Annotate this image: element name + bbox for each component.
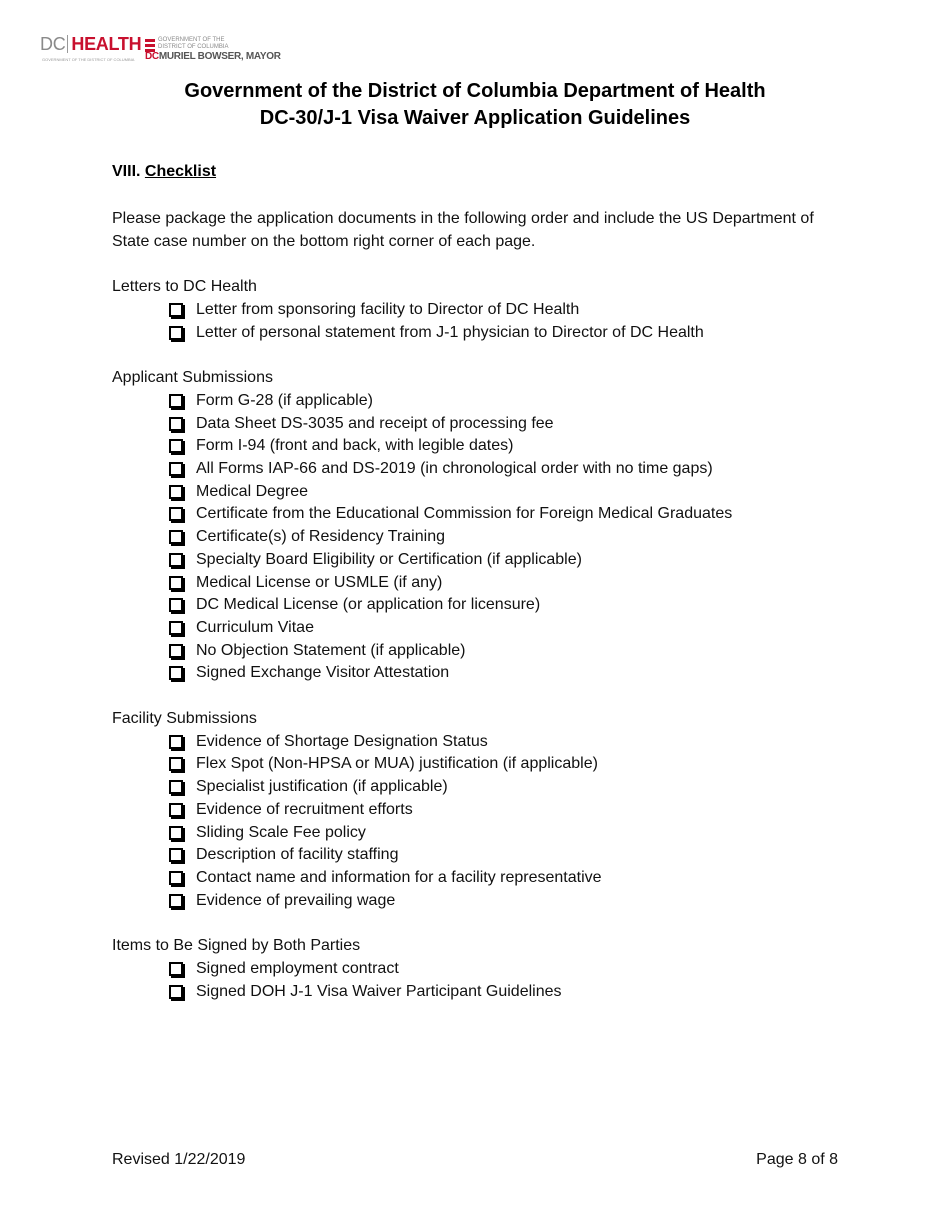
checkbox-icon[interactable] [169, 303, 183, 317]
checkbox-icon[interactable] [169, 462, 183, 476]
logo-dc-text: DC [40, 34, 66, 54]
intro-paragraph: Please package the application documents in the following order and include the US Department of State case number on the bottom right corner of each page. [112, 210, 814, 250]
title-line-1: Government of the District of Columbia Department of Health [184, 80, 766, 102]
group-label-signed: Items to Be Signed by Both Parties [112, 937, 361, 954]
dc-government-logo [145, 37, 281, 67]
checkbox-icon[interactable] [169, 439, 183, 453]
dc-health-logo [40, 34, 141, 55]
footer-page-number: Page 8 of 8 [756, 1151, 838, 1168]
checkbox-icon[interactable] [169, 644, 183, 658]
checkbox-icon[interactable] [169, 553, 183, 567]
checkbox-icon[interactable] [169, 394, 183, 408]
section-heading: VIII. Checklist [112, 163, 217, 180]
checkbox-icon[interactable] [169, 485, 183, 499]
checkbox-icon[interactable] [169, 735, 183, 749]
title-line-2: DC-30/J-1 Visa Waiver Application Guidelines [259, 107, 691, 129]
checkbox-icon[interactable] [169, 530, 183, 544]
mayor-dc-mark: DC [145, 51, 159, 62]
checkbox-icon[interactable] [169, 417, 183, 431]
checkbox-icon[interactable] [169, 598, 183, 612]
checkbox-icon[interactable] [169, 666, 183, 680]
mayor-name [145, 51, 281, 62]
checkbox-icon[interactable] [169, 621, 183, 635]
checkbox-icon[interactable] [169, 507, 183, 521]
checkbox-icon[interactable] [169, 848, 183, 862]
footer-revised-date: Revised 1/22/2019 [112, 1151, 246, 1168]
gov-line-1: GOVERNMENT OF THE [158, 37, 225, 43]
checkbox-icon[interactable] [169, 576, 183, 590]
checkbox-icon[interactable] [169, 985, 183, 999]
checkbox-icon[interactable] [169, 326, 183, 340]
checkbox-icon[interactable] [169, 757, 183, 771]
group-label-applicant: Applicant Submissions [112, 369, 273, 386]
checkbox-icon[interactable] [169, 962, 183, 976]
section-title: Checklist [144, 163, 217, 180]
gov-line-2: DISTRICT OF COLUMBIA [158, 44, 229, 50]
checkbox-icon[interactable] [169, 826, 183, 840]
checkbox-icon[interactable] [169, 871, 183, 885]
logo-health-text: HEALTH [71, 34, 142, 54]
group-label-facility: Facility Submissions [112, 710, 257, 727]
checkbox-icon[interactable] [169, 803, 183, 817]
page-title [0, 78, 950, 132]
logo-subtitle: GOVERNMENT OF THE DISTRICT OF COLUMBIA [42, 57, 135, 62]
mayor-text: MURIEL BOWSER, MAYOR [158, 51, 281, 62]
group-label-letters: Letters to DC Health [112, 278, 257, 295]
checkbox-icon[interactable] [169, 780, 183, 794]
section-number: VIII [112, 163, 137, 180]
checkbox-icon[interactable] [169, 894, 183, 908]
